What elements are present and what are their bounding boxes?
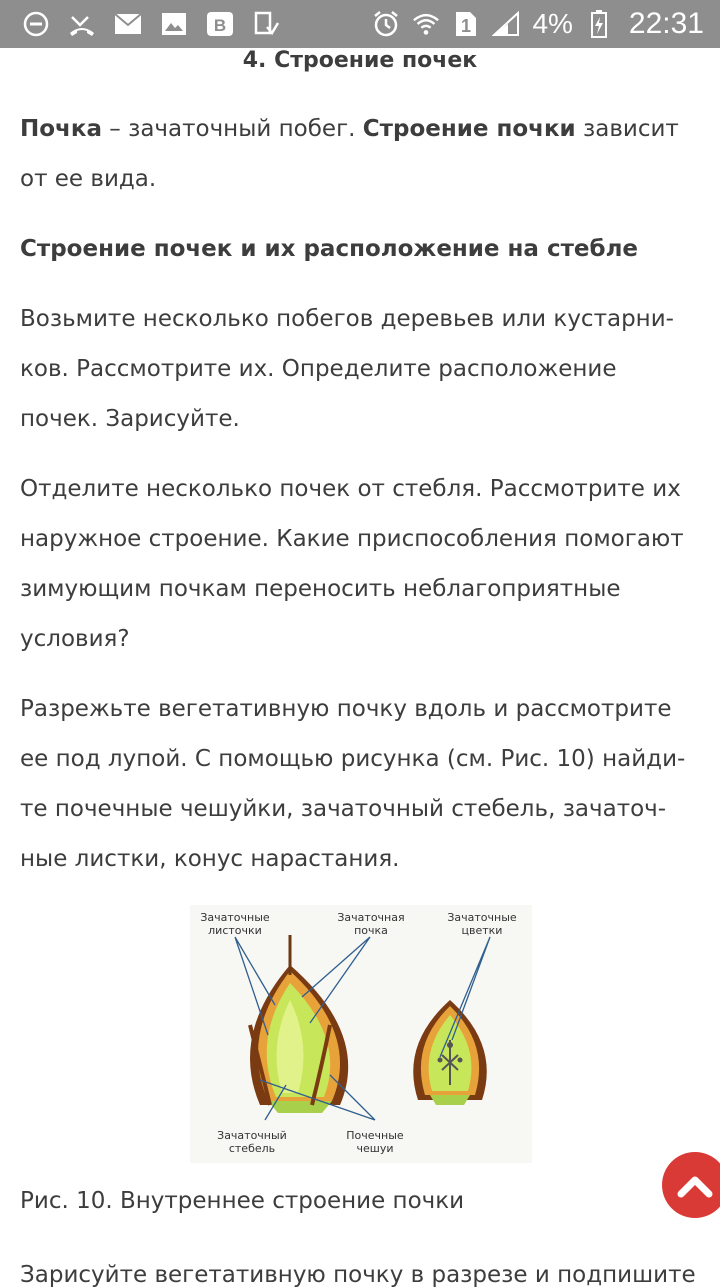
minus-circle-icon [22, 10, 50, 38]
system-icons [372, 7, 720, 41]
definition-text: – зачаточный побег. [101, 116, 363, 142]
term-bud-structure: Строение почки [362, 116, 576, 142]
notification-icons [0, 10, 280, 38]
image-icon [160, 10, 188, 38]
label-bud-scales: Почечные чешуи [346, 1129, 404, 1155]
battery-percent: 4% [532, 8, 573, 39]
text-line: условия? [20, 626, 130, 652]
battery-icon [585, 10, 613, 38]
text-line: Возьмите несколько побегов деревьев или кустарни- [20, 306, 674, 332]
text-line: почек. Зарисуйте. [20, 406, 240, 432]
missed-call-icon [68, 10, 96, 38]
article-title: 4. Строение почек [242, 48, 478, 73]
text-line: те почечные чешуйки, зачаточный стебель, зачаточ- [20, 796, 667, 822]
definition-rest-2: от ее вида. [20, 166, 157, 192]
paragraph-task-2 [20, 464, 700, 664]
text-line: зимующим почкам переносить неблагоприятные [20, 576, 621, 602]
text-line: Разрежьте вегетативную почку вдоль и рассмотрите [20, 696, 672, 722]
paragraph-definition [20, 104, 700, 204]
bud-illustration [190, 905, 532, 1163]
article [20, 44, 700, 884]
alarm-icon [372, 10, 400, 38]
label-embryonic-flowers: Зачаточные цветки [447, 911, 517, 937]
paragraph-task-3 [20, 684, 700, 884]
mail-icon [114, 10, 142, 38]
chevron-up-icon [675, 1170, 715, 1200]
download-icon [252, 10, 280, 38]
signal-icon [492, 10, 520, 38]
flower-bud-drawing [413, 1000, 487, 1105]
section-heading: Строение почек и их расположение на стебле [20, 236, 639, 262]
term-bud: Почка [20, 116, 102, 142]
text-line: наружное строение. Какие приспособления помогают [20, 526, 684, 552]
definition-rest: зависит [575, 116, 679, 142]
clock: 22:31 [628, 7, 704, 40]
status-bar [0, 0, 720, 48]
label-embryonic-stem: Зачаточный стебель [217, 1129, 287, 1155]
svg-text:B: B [213, 16, 227, 35]
text-line: ее под лупой. С помощью рисунка (см. Рис. 10) найди- [20, 746, 686, 772]
label-embryonic-bud: Зачаточная почка [337, 911, 405, 937]
text-line-partial: Зарисуйте вегетативную почку в разрезе и подпишите [20, 1262, 696, 1288]
paragraph-task-1 [20, 294, 700, 444]
vk-icon [206, 10, 234, 38]
text-line: Отделите несколько почек от стебля. Рассмотрите их [20, 476, 681, 502]
sim-icon [452, 10, 480, 38]
figure-caption: Рис. 10. Внутреннее строение почки [20, 1188, 465, 1214]
bud-structure-figure [190, 905, 532, 1163]
text-line: ков. Рассмотрите их. Определите расположение [20, 356, 617, 382]
text-line: ные листки, конус нарастания. [20, 846, 400, 872]
svg-text:1: 1 [461, 16, 472, 36]
scroll-to-top-button[interactable] [662, 1152, 720, 1218]
wifi-icon [412, 10, 440, 38]
label-embryonic-leaves: Зачаточные листочки [200, 911, 270, 937]
